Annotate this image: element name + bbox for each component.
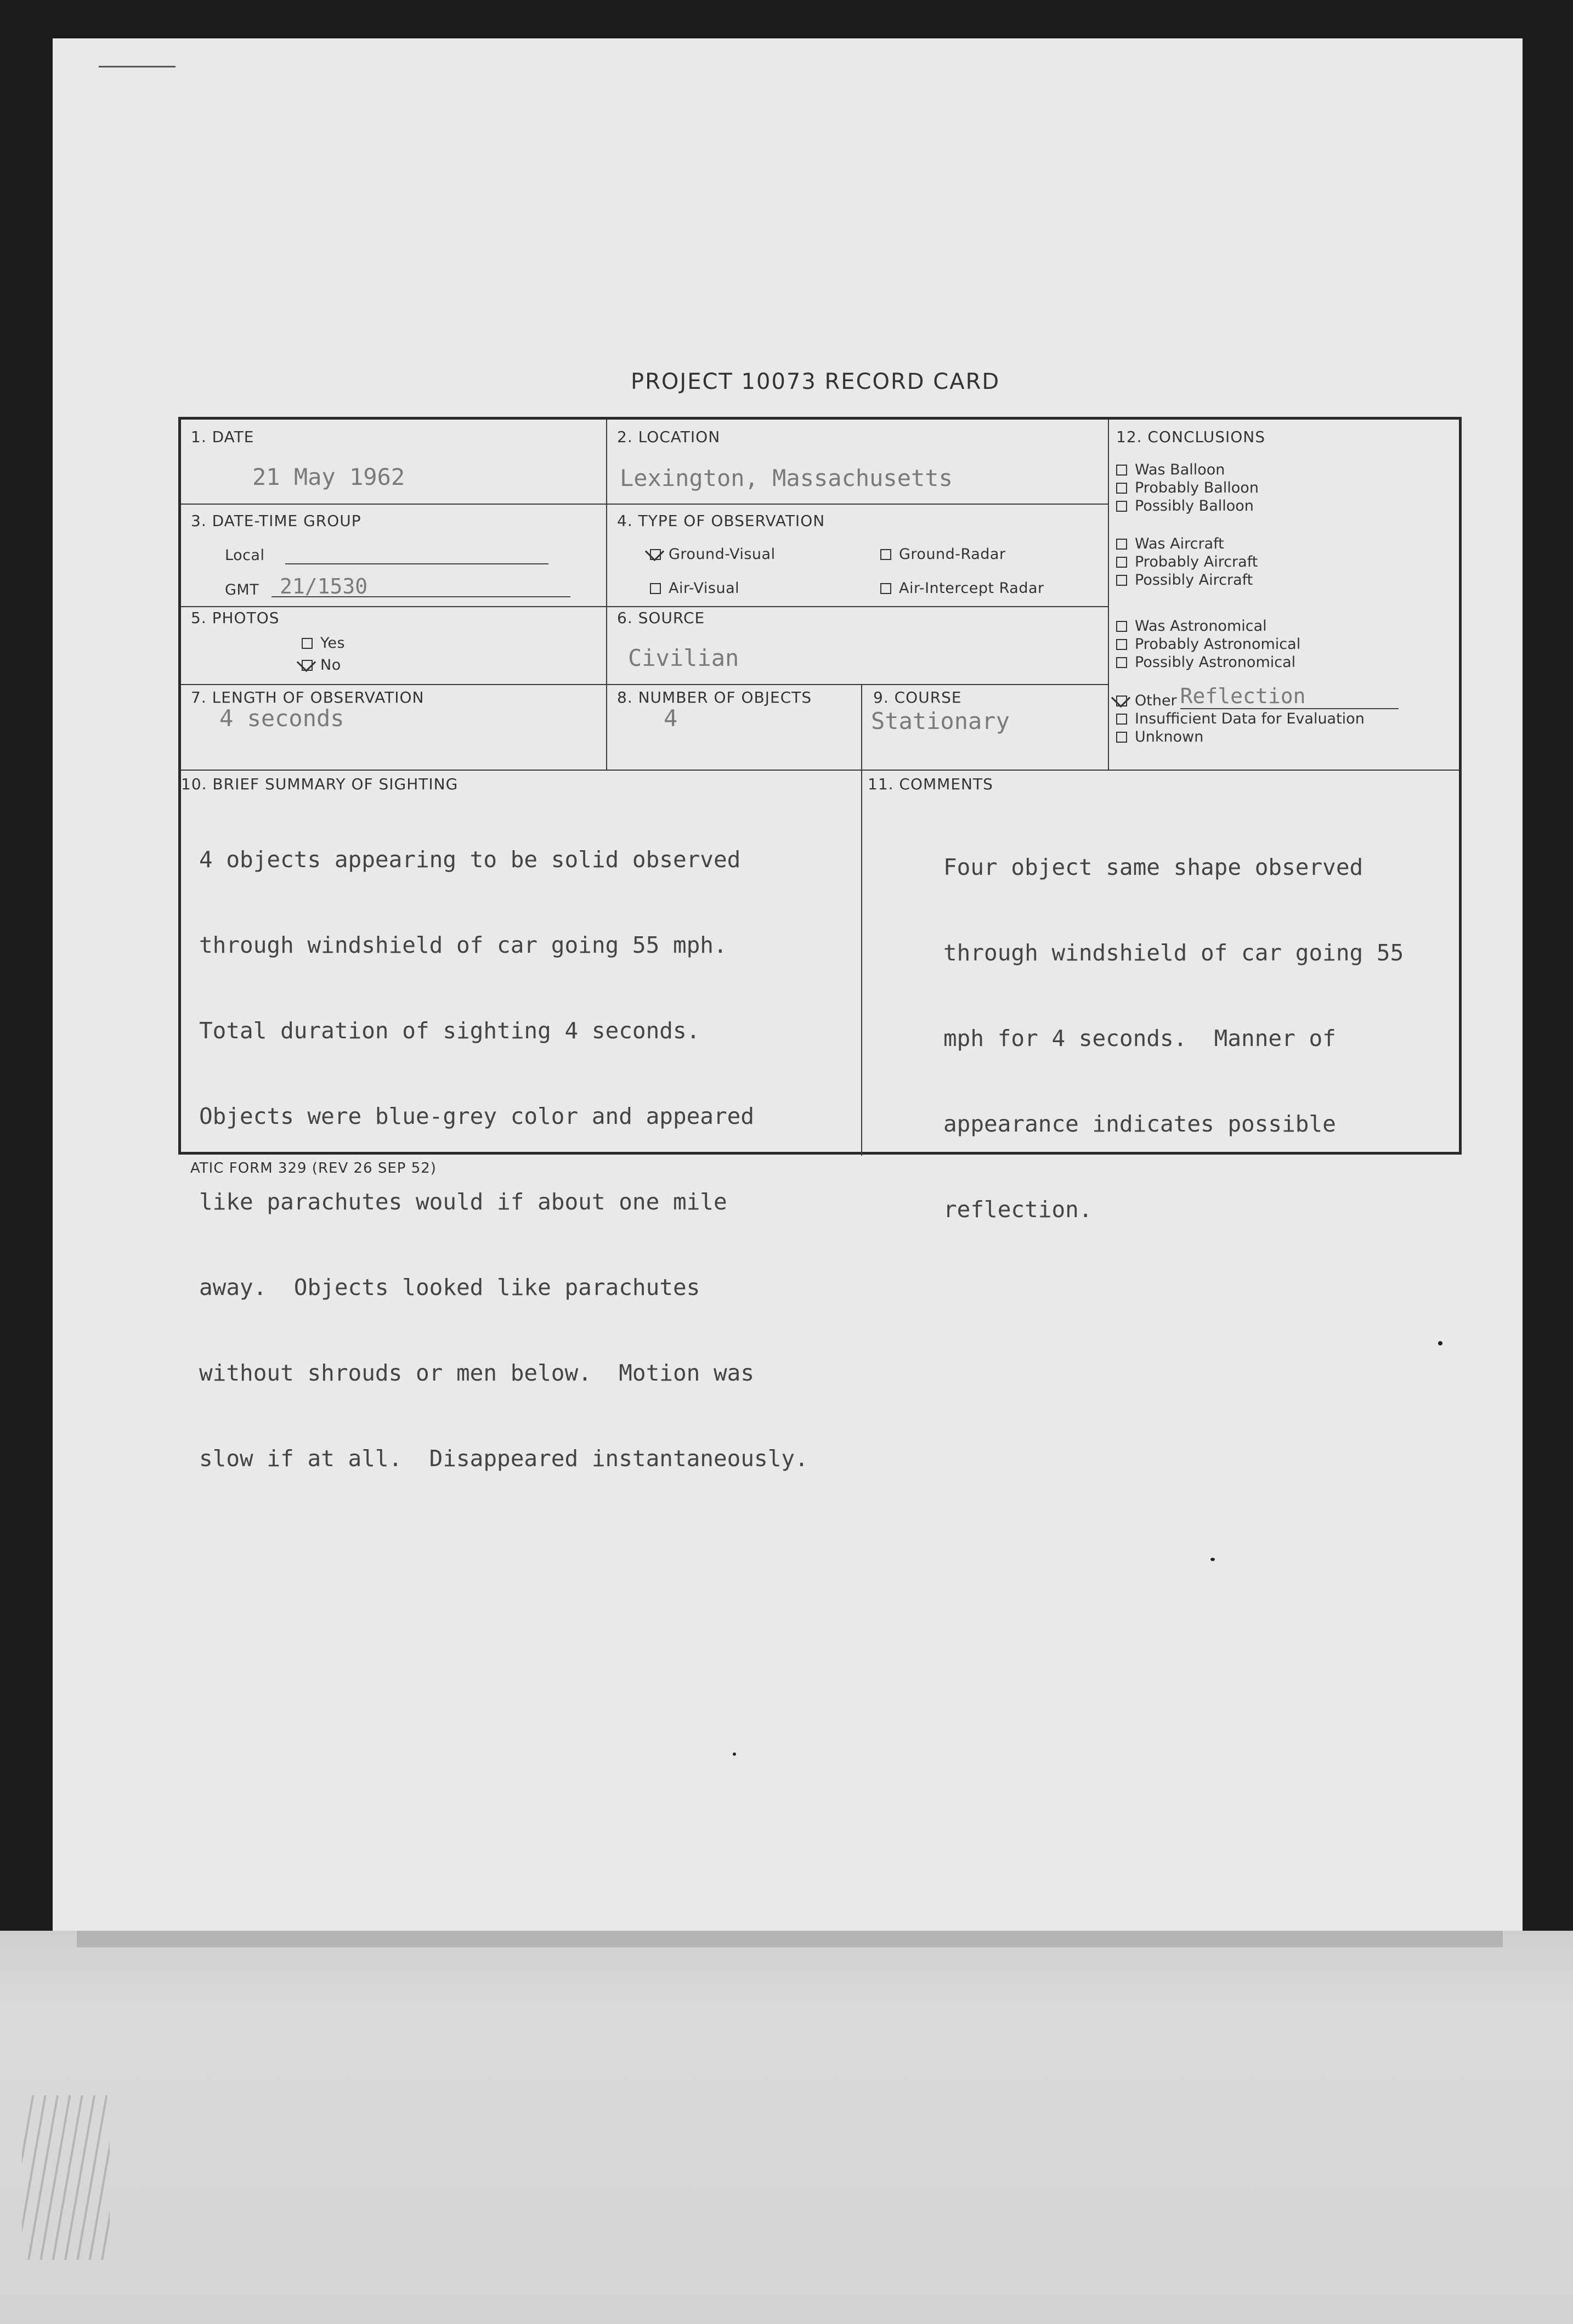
conclusion-text: Possibly Aircraft bbox=[1135, 572, 1253, 589]
checkbox-icon bbox=[1116, 732, 1127, 743]
course-value: Stationary bbox=[871, 708, 1010, 734]
photos-no-text: No bbox=[320, 657, 341, 674]
col-divider bbox=[861, 684, 862, 1156]
comments-text bbox=[943, 796, 1404, 1281]
summary-line: Total duration of sighting 4 seconds. bbox=[199, 1017, 700, 1044]
local-line bbox=[285, 563, 548, 564]
row-divider bbox=[181, 504, 1108, 505]
summary-line: without shrouds or men below. Motion was bbox=[199, 1360, 755, 1386]
checkbox-icon bbox=[1116, 639, 1127, 650]
comments-line: Four object same shape observed bbox=[943, 854, 1363, 880]
checkbox-icon bbox=[1116, 539, 1127, 550]
conclusions-other bbox=[1116, 684, 1399, 746]
conclusion-item bbox=[1116, 461, 1259, 479]
conclusion-item bbox=[1116, 728, 1399, 746]
conclusion-text: Probably Balloon bbox=[1135, 479, 1259, 496]
scan-margin bbox=[0, 1931, 1573, 2324]
conclusion-item bbox=[1116, 710, 1399, 728]
comments-line: reflection. bbox=[943, 1196, 1093, 1223]
date-label: 1. DATE bbox=[191, 428, 254, 446]
conclusions-balloon bbox=[1116, 461, 1259, 515]
source-label: 6. SOURCE bbox=[617, 609, 705, 627]
type-label: 4. TYPE OF OBSERVATION bbox=[617, 512, 825, 530]
dtg-label: 3. DATE-TIME GROUP bbox=[191, 512, 361, 530]
paper-shadow bbox=[77, 1931, 1503, 1947]
row-divider bbox=[181, 684, 1108, 685]
conclusion-text: Unknown bbox=[1135, 728, 1204, 745]
checkbox-icon bbox=[1116, 465, 1127, 476]
conclusion-item bbox=[1116, 479, 1259, 497]
checkbox-icon bbox=[1116, 714, 1127, 725]
mark bbox=[99, 66, 176, 67]
photos-yes-text: Yes bbox=[320, 635, 346, 652]
conclusions-astronomical bbox=[1116, 617, 1300, 671]
row-divider bbox=[181, 606, 1108, 607]
checkbox-checked-icon bbox=[1116, 695, 1127, 706]
conclusion-item bbox=[1116, 535, 1258, 553]
conclusion-item bbox=[1116, 617, 1300, 635]
type-air-intercept-text: Air-Intercept Radar bbox=[899, 580, 1044, 597]
summary-line: like parachutes would if about one mile bbox=[199, 1189, 727, 1215]
summary-text bbox=[199, 788, 808, 1530]
local-label: Local bbox=[225, 547, 265, 564]
source-value: Civilian bbox=[628, 644, 739, 671]
row-divider bbox=[181, 770, 1459, 771]
gmt-label: GMT bbox=[225, 581, 259, 598]
type-air-intercept bbox=[880, 580, 1044, 597]
conclusions-aircraft bbox=[1116, 535, 1258, 589]
col-divider bbox=[606, 420, 607, 770]
photos-label: 5. PHOTOS bbox=[191, 609, 280, 627]
comments-line: through windshield of car going 55 bbox=[943, 940, 1404, 966]
checkbox-icon bbox=[302, 638, 313, 649]
other-label: Other bbox=[1135, 692, 1177, 709]
checkbox-icon bbox=[1116, 575, 1127, 586]
checkbox-icon bbox=[1116, 557, 1127, 568]
gmt-value: 21/1530 bbox=[280, 574, 368, 598]
conclusion-item bbox=[1116, 571, 1258, 589]
checkbox-checked-icon bbox=[302, 660, 313, 671]
type-air-visual-text: Air-Visual bbox=[669, 580, 740, 597]
checkbox-icon bbox=[1116, 501, 1127, 512]
conclusion-text: Was Balloon bbox=[1135, 461, 1225, 478]
type-ground-radar-text: Ground-Radar bbox=[899, 546, 1006, 563]
type-ground-visual-text: Ground-Visual bbox=[669, 546, 776, 563]
checkbox-icon bbox=[1116, 621, 1127, 632]
comments-line: mph for 4 seconds. Manner of bbox=[943, 1025, 1336, 1051]
speck bbox=[733, 1752, 736, 1756]
conclusion-text: Probably Aircraft bbox=[1135, 553, 1258, 570]
conclusion-item bbox=[1116, 635, 1300, 653]
comments-line: appearance indicates possible bbox=[943, 1111, 1336, 1137]
summary-line: 4 objects appearing to be solid observed bbox=[199, 846, 741, 873]
conclusion-text: Was Astronomical bbox=[1135, 618, 1267, 635]
conclusion-item bbox=[1116, 684, 1399, 710]
location-value: Lexington, Massachusetts bbox=[620, 465, 953, 491]
photos-yes bbox=[302, 635, 345, 652]
type-air-visual bbox=[650, 580, 739, 597]
form-footer: ATIC FORM 329 (REV 26 SEP 52) bbox=[190, 1160, 437, 1177]
comments-label: 11. COMMENTS bbox=[868, 775, 993, 793]
card-title: PROJECT 10073 RECORD CARD bbox=[631, 369, 1000, 394]
number-label: 8. NUMBER OF OBJECTS bbox=[617, 688, 812, 706]
checkbox-icon bbox=[650, 583, 661, 594]
checkbox-icon bbox=[880, 549, 891, 560]
summary-line: Objects were blue-grey color and appeared bbox=[199, 1103, 755, 1129]
conclusion-text: Possibly Astronomical bbox=[1135, 654, 1296, 671]
conclusion-text: Possibly Balloon bbox=[1135, 497, 1254, 514]
scan-artifact bbox=[22, 2095, 110, 2260]
checkbox-icon bbox=[880, 583, 891, 594]
conclusion-text: Probably Astronomical bbox=[1135, 636, 1301, 653]
type-ground-radar bbox=[880, 546, 1006, 563]
speck bbox=[1210, 1558, 1215, 1561]
conclusion-item bbox=[1116, 553, 1258, 571]
checkbox-icon bbox=[1116, 483, 1127, 494]
summary-label: 10. BRIEF SUMMARY OF SIGHTING bbox=[181, 775, 459, 793]
checkbox-icon bbox=[1116, 657, 1127, 668]
number-value: 4 bbox=[664, 705, 678, 732]
summary-line: slow if at all. Disappeared instantaneously. bbox=[199, 1445, 808, 1472]
length-label: 7. LENGTH OF OBSERVATION bbox=[191, 688, 425, 706]
location-label: 2. LOCATION bbox=[617, 428, 721, 446]
col-divider bbox=[1108, 420, 1109, 770]
type-ground-visual bbox=[650, 546, 776, 563]
gmt-line bbox=[271, 596, 570, 597]
conclusion-text: Insufficient Data for Evaluation bbox=[1135, 710, 1365, 727]
summary-line: through windshield of car going 55 mph. bbox=[199, 932, 727, 958]
other-value: Reflection bbox=[1180, 684, 1399, 709]
speck bbox=[1438, 1341, 1442, 1345]
date-value: 21 May 1962 bbox=[252, 463, 405, 490]
course-label: 9. COURSE bbox=[873, 688, 962, 706]
conclusions-label: 12. CONCLUSIONS bbox=[1116, 428, 1266, 446]
checkbox-checked-icon bbox=[650, 549, 661, 560]
summary-line: away. Objects looked like parachutes bbox=[199, 1274, 700, 1300]
conclusion-item bbox=[1116, 653, 1300, 671]
length-value: 4 seconds bbox=[219, 705, 344, 732]
conclusion-item bbox=[1116, 497, 1259, 515]
conclusion-text: Was Aircraft bbox=[1135, 535, 1224, 552]
photos-no bbox=[302, 657, 341, 674]
